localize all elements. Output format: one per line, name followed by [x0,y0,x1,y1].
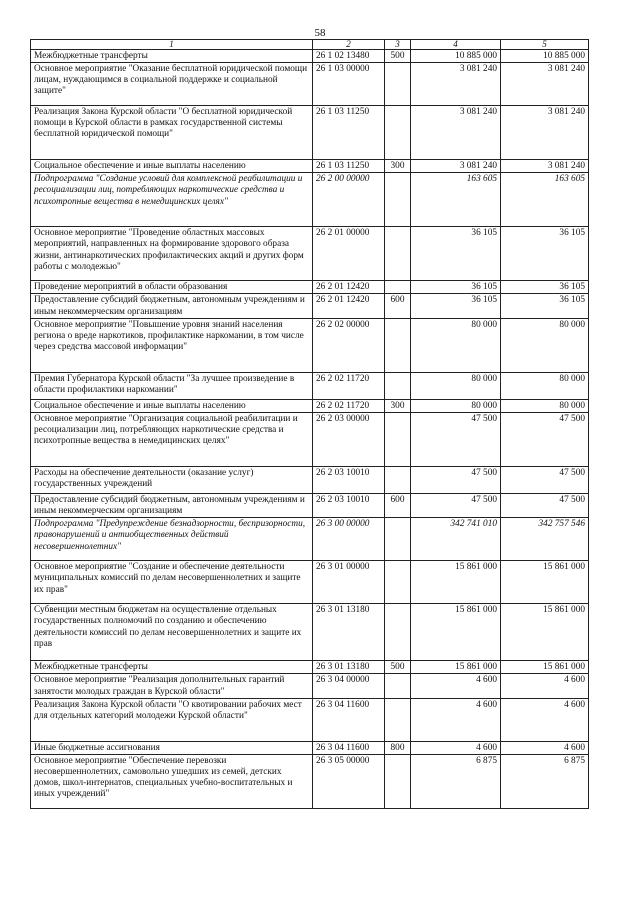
row-name: Социальное обеспечение и иные выплаты населению [31,160,313,173]
page-number: 58 [314,27,326,39]
row-value-1: 47 500 [411,493,501,517]
table-row [31,466,589,493]
table-row [31,604,589,661]
row-value-2: 163 605 [501,173,589,227]
row-value-1: 3 081 240 [411,160,501,173]
row-code: 26 3 01 00000 [313,561,385,604]
row-expense-type: 800 [385,741,411,754]
row-value-1: 163 605 [411,173,501,227]
table-row [31,741,589,754]
row-expense-type: 300 [385,399,411,412]
row-value-1: 47 500 [411,466,501,493]
row-code: 26 1 03 11250 [313,106,385,160]
row-expense-type [385,63,411,106]
header-col-3: 3 [385,40,411,50]
table-row [31,674,589,698]
row-name: Субвенции местным бюджетам на осуществление отдельных государственных полномочий по созданию и обеспечению деятельности комиссий по делам несовершеннолетних и защите их прав [31,604,313,661]
row-value-1: 15 861 000 [411,661,501,674]
table-row [31,63,589,106]
row-code: 26 3 05 00000 [313,754,385,808]
row-value-2: 80 000 [501,399,589,412]
row-name: Основное мероприятие "Реализация дополнительных гарантий занятости молодых граждан в Курской области" [31,674,313,698]
row-code: 26 2 03 10010 [313,466,385,493]
row-name: Основное мероприятие "Повышение уровня знаний населения региона о вреде наркотиков, профилактике наркомании, в том числе через средства массовой информации" [31,318,313,372]
table-row [31,106,589,160]
table-row [31,493,589,517]
header-row [31,40,589,50]
row-value-2: 47 500 [501,493,589,517]
table-row [31,561,589,604]
row-code: 26 3 01 13180 [313,661,385,674]
row-expense-type [385,561,411,604]
row-code: 26 1 03 11250 [313,160,385,173]
row-value-2: 3 081 240 [501,63,589,106]
row-value-2: 80 000 [501,372,589,399]
row-code: 26 3 01 13180 [313,604,385,661]
row-value-1: 6 875 [411,754,501,808]
row-value-2: 36 105 [501,294,589,318]
row-value-2: 4 600 [501,741,589,754]
header-col-1: 1 [31,40,313,50]
row-code: 26 2 03 00000 [313,412,385,466]
row-name: Подпрограмма "Предупреждение безнадзорности, беспризорности, правонарушений и антиобщественных действий несовершеннолетних" [31,518,313,561]
row-value-1: 15 861 000 [411,604,501,661]
table-row [31,412,589,466]
row-value-1: 80 000 [411,399,501,412]
row-expense-type [385,754,411,808]
row-expense-type [385,466,411,493]
row-name: Основное мероприятие "Оказание бесплатной юридической помощи лицам, нуждающимся в социальной поддержке и социальной защите" [31,63,313,106]
row-expense-type: 600 [385,294,411,318]
row-code: 26 3 00 00000 [313,518,385,561]
table-row [31,518,589,561]
row-value-1: 3 081 240 [411,106,501,160]
row-value-1: 47 500 [411,412,501,466]
row-value-1: 36 105 [411,281,501,294]
row-expense-type [385,604,411,661]
budget-table [30,39,589,809]
row-code: 26 2 02 11720 [313,372,385,399]
table-row [31,227,589,281]
row-expense-type [385,518,411,561]
row-code: 26 1 02 13480 [313,50,385,63]
row-name: Межбюджетные трансферты [31,50,313,63]
row-name: Реализация Закона Курской области "О квотировании рабочих мест для отдельных категорий молодежи Курской области" [31,698,313,741]
row-value-2: 4 600 [501,698,589,741]
table-row [31,173,589,227]
row-value-2: 6 875 [501,754,589,808]
row-name: Предоставление субсидий бюджетным, автономным учреждениям и иным некоммерческим организациям [31,294,313,318]
row-expense-type [385,372,411,399]
row-code: 26 2 02 00000 [313,318,385,372]
row-expense-type: 500 [385,661,411,674]
row-value-1: 4 600 [411,741,501,754]
row-value-2: 15 861 000 [501,561,589,604]
row-value-1: 36 105 [411,227,501,281]
row-value-2: 36 105 [501,227,589,281]
row-name: Проведение мероприятий в области образования [31,281,313,294]
row-code: 26 2 00 00000 [313,173,385,227]
row-expense-type [385,227,411,281]
row-value-1: 4 600 [411,698,501,741]
row-name: Основное мероприятие "Организация социальной реабилитации и ресоциализации лиц, потребляющих наркотические средства и психотропные вещества в немедицинских целях" [31,412,313,466]
row-value-1: 3 081 240 [411,63,501,106]
row-value-2: 3 081 240 [501,106,589,160]
row-value-1: 10 885 000 [411,50,501,63]
row-value-2: 15 861 000 [501,661,589,674]
row-code: 26 3 04 11600 [313,698,385,741]
row-expense-type [385,106,411,160]
table-row [31,281,589,294]
row-value-2: 47 500 [501,412,589,466]
row-value-2: 3 081 240 [501,160,589,173]
row-name: Реализация Закона Курской области "О бесплатной юридической помощи в Курской области в рамках государственной системы бесплатной юридической помощи" [31,106,313,160]
row-value-1: 80 000 [411,318,501,372]
row-name: Основное мероприятие "Обеспечение перевозки несовершеннолетних, самовольно ушедших из семей, детских домов, школ-интернатов, специальных учебно-воспитательных и иных учреждений" [31,754,313,808]
table-row [31,50,589,63]
row-code: 26 2 01 12420 [313,281,385,294]
row-code: 26 2 01 00000 [313,227,385,281]
row-expense-type [385,173,411,227]
row-value-1: 15 861 000 [411,561,501,604]
row-value-2: 15 861 000 [501,604,589,661]
header-col-4: 4 [411,40,501,50]
table-row [31,160,589,173]
row-name: Подпрограмма "Создание условий для комплексной реабилитации и ресоциализации лиц, потребляющих наркотические средства и психотропные вещества в немедицинских целях" [31,173,313,227]
row-name: Социальное обеспечение и иные выплаты населению [31,399,313,412]
row-value-2: 36 105 [501,281,589,294]
row-value-1: 80 000 [411,372,501,399]
row-name: Основное мероприятие "Создание и обеспечение деятельности муниципальных комиссий по делам несовершеннолетних и защите их прав" [31,561,313,604]
row-expense-type: 500 [385,50,411,63]
header-col-5: 5 [501,40,589,50]
row-name: Межбюджетные трансферты [31,661,313,674]
row-value-1: 36 105 [411,294,501,318]
row-value-2: 342 757 546 [501,518,589,561]
table-row [31,318,589,372]
row-expense-type [385,698,411,741]
row-name: Премия Губернатора Курской области "За лучшее произведение в области профилактики наркомании" [31,372,313,399]
header-col-2: 2 [313,40,385,50]
row-value-2: 47 500 [501,466,589,493]
row-value-1: 4 600 [411,674,501,698]
row-value-2: 4 600 [501,674,589,698]
row-code: 26 3 04 00000 [313,674,385,698]
row-code: 26 2 03 10010 [313,493,385,517]
row-value-1: 342 741 010 [411,518,501,561]
table-row [31,399,589,412]
row-value-2: 80 000 [501,318,589,372]
row-expense-type: 300 [385,160,411,173]
table-row [31,661,589,674]
table-row [31,698,589,741]
row-expense-type: 600 [385,493,411,517]
row-name: Расходы на обеспечение деятельности (оказание услуг) государственных учреждений [31,466,313,493]
table-row [31,372,589,399]
row-code: 26 1 03 00000 [313,63,385,106]
row-value-2: 10 885 000 [501,50,589,63]
row-expense-type [385,674,411,698]
table-row [31,294,589,318]
row-expense-type [385,281,411,294]
row-name: Иные бюджетные ассигнования [31,741,313,754]
row-expense-type [385,318,411,372]
row-code: 26 3 04 11600 [313,741,385,754]
table-row [31,754,589,808]
row-code: 26 2 02 11720 [313,399,385,412]
row-expense-type [385,412,411,466]
row-name: Предоставление субсидий бюджетным, автономным учреждениям и иным некоммерческим организациям [31,493,313,517]
row-name: Основное мероприятие "Проведение областных массовых мероприятий, направленных на формирование здорового образа жизни, антинаркотических профилактических акций и других форм работы с молодежью" [31,227,313,281]
row-code: 26 2 01 12420 [313,294,385,318]
